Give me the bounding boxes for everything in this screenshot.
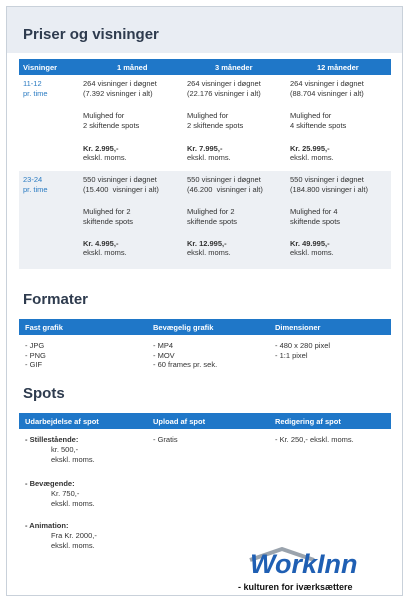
spot-item-price: Kr. 750,- ekskl. moms. <box>51 489 95 508</box>
header-udarbejdelse: Udarbejdelse af spot <box>25 417 99 426</box>
header-bevaegelig-grafik: Bevægelig grafik <box>153 323 214 332</box>
spots-header-bar <box>19 413 391 429</box>
price-cell: Kr. 12.995,- <box>187 239 227 248</box>
spot-item-name: - Animation: <box>25 521 69 530</box>
edit-price: - Kr. 250,- ekskl. moms. <box>275 435 354 444</box>
spots-cell: Mulighed for 4 skiftende spots <box>290 111 347 130</box>
price-cell: Kr. 49.995,- <box>290 239 330 248</box>
spots-cell: Mulighed for 2 skiftende spots <box>83 207 134 226</box>
row-label: 11-12 pr. time <box>23 79 48 98</box>
formats-title: Formater <box>23 291 89 308</box>
header-1-month: 1 måned <box>117 63 148 72</box>
spot-item-name: - Bevægende: <box>25 479 75 488</box>
header-fast-grafik: Fast grafik <box>25 323 63 332</box>
views-cell: 550 visninger i døgnet (184.800 visninger i alt) <box>290 175 368 194</box>
spot-item-price: kr. 500,- ekskl. moms. <box>51 445 95 464</box>
spots-title: Spots <box>23 385 65 402</box>
header-redigering: Redigering af spot <box>275 417 341 426</box>
header-dimensioner: Dimensioner <box>275 323 321 332</box>
formats-static-list: - JPG - PNG - GIF <box>25 341 46 369</box>
price-cell: Kr. 7.995,- <box>187 144 223 153</box>
logo-tagline: - kulturen for iværksættere <box>238 582 353 592</box>
tax-cell: ekskl. moms. <box>83 248 127 257</box>
header-12-months: 12 måneder <box>317 63 359 72</box>
views-cell: 264 visninger i døgnet (7.392 visninger i alt) <box>83 79 157 98</box>
formats-motion-list: - MP4 - MOV - 60 frames pr. sek. <box>153 341 218 369</box>
tax-cell: ekskl. moms. <box>187 153 231 162</box>
logo-wordmark: WorkInn <box>250 549 358 579</box>
views-cell: 264 visninger i døgnet (88.704 visninger i alt) <box>290 79 364 98</box>
formats-dimensions-list: - 480 x 280 pixel - 1:1 pixel <box>275 341 331 360</box>
upload-price: - Gratis <box>153 435 178 444</box>
views-cell: 550 visninger i døgnet (15.400 visninger i alt) <box>83 175 159 194</box>
prices-title: Priser og visninger <box>23 26 159 43</box>
header-3-months: 3 måneder <box>215 63 253 72</box>
workinn-logo <box>236 546 408 600</box>
views-cell: 550 visninger i døgnet (46.200 visninger i alt) <box>187 175 263 194</box>
header-upload: Upload af spot <box>153 417 206 426</box>
spots-cell: Mulighed for 2 skiftende spots <box>187 111 244 130</box>
price-sheet <box>6 6 403 596</box>
tax-cell: ekskl. moms. <box>83 153 127 162</box>
header-visninger: Visninger <box>23 63 58 72</box>
formats-header-bar <box>19 319 391 335</box>
tax-cell: ekskl. moms. <box>187 248 231 257</box>
price-cell: Kr. 2.995,- <box>83 144 119 153</box>
spots-cell: Mulighed for 2 skiftende spots <box>187 207 238 226</box>
views-cell: 264 visninger i døgnet (22.176 visninger i alt) <box>187 79 261 98</box>
spots-cell: Mulighed for 4 skiftende spots <box>290 207 341 226</box>
price-cell: Kr. 25.995,- <box>290 144 330 153</box>
tax-cell: ekskl. moms. <box>290 248 334 257</box>
spot-item-price: Fra Kr. 2000,- ekskl. moms. <box>51 531 97 550</box>
tax-cell: ekskl. moms. <box>290 153 334 162</box>
row-label: 23-24 pr. time <box>23 175 48 194</box>
spot-item-name: - Stillestående: <box>25 435 79 444</box>
price-cell: Kr. 4.995,- <box>83 239 119 248</box>
prices-header-bar <box>19 59 391 75</box>
spots-cell: Mulighed for 2 skiftende spots <box>83 111 140 130</box>
